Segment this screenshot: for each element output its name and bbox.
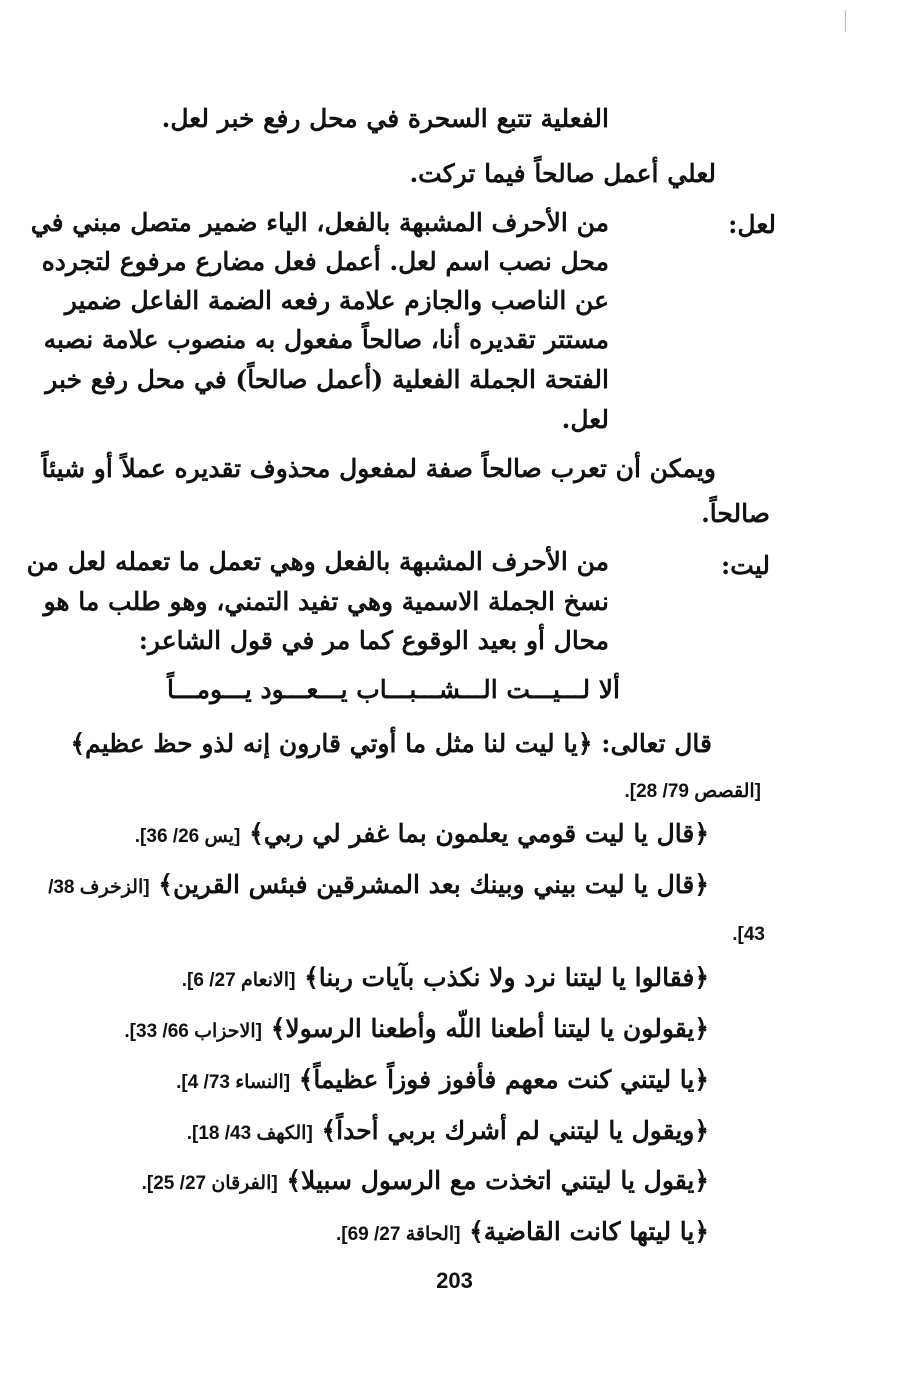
text-line: عن الناصب والجازم علامة رفعه الضمة الفاعل ضمير <box>64 286 609 315</box>
text-line: محل نصب اسم لعل. أعمل فعل مضارع مرفوع لتجرده <box>41 247 609 276</box>
text-line: محال أو بعيد الوقوع كما مر في قول الشاعر: <box>138 626 609 655</box>
quran-reference: [القصص 79/ 28]. <box>624 781 761 802</box>
verse-line <box>187 1114 709 1151</box>
text-line: من الأحرف المشبهة بالفعل وهي تعمل ما تعمله لعل من <box>26 547 609 576</box>
verse-text: ﴿يا ليتني كنت معهم فأفوز فوزاً عظيماً﴾ <box>298 1065 709 1094</box>
verse-text: ﴿يقولون يا ليتنا أطعنا اللّه وأطعنا الرسولا﴾ <box>270 1014 709 1043</box>
verse-text: ﴿قال يا ليت قومي يعلمون بما غفر لي ربي﴾ <box>249 819 709 848</box>
text-line: الفعلية تتبع السحرة في محل رفع خبر لعل. <box>161 104 609 133</box>
text-line: قال تعالى: ﴿يا ليت لنا مثل ما أوتي قارون إنه لذو حظ عظيم﴾ <box>70 729 712 758</box>
quran-reference: 43]. <box>732 924 765 945</box>
quran-reference: [يس 26/ 36]. <box>134 826 241 847</box>
quran-reference: [الاحزاب 66/ 33]. <box>124 1021 262 1042</box>
quran-reference: [النساء 73/ 4]. <box>176 1072 291 1093</box>
verse-line <box>182 961 709 998</box>
verse-text: ﴿ويقول يا ليتني لم أشرك بربي أحداً﴾ <box>321 1116 709 1145</box>
verse-text: ﴿قال يا ليت بيني وبينك بعد المشرقين فبئس القرين﴾ <box>158 870 709 899</box>
verse-text: ﴿فقالوا يا ليتنا نرد ولا نكذب بآيات ربنا﴾ <box>304 963 709 992</box>
term-layta: ليت: <box>721 551 770 580</box>
quran-reference: [الكهف 43/ 18]. <box>186 1123 313 1144</box>
verse-line <box>176 1063 709 1100</box>
quran-reference: [الانعام 27/ 6]. <box>181 970 296 991</box>
scan-margin-mark <box>845 10 846 32</box>
text-line: لعلي أعمل صالحاً فيما تركت. <box>409 159 716 188</box>
verse-line <box>124 1012 709 1049</box>
verse-text: ﴿يقول يا ليتني اتخذت مع الرسول سبيلا﴾ <box>286 1166 709 1195</box>
text-line: نسخ الجملة الاسمية وهي تفيد التمني، وهو طلب ما هو <box>43 587 609 616</box>
text-line: الفتحة الجملة الفعلية (أعمل صالحاً) في محل رفع خبر <box>45 365 609 394</box>
verse-line <box>142 1164 709 1201</box>
term-la3alla: لعل: <box>728 210 776 239</box>
verse-line <box>336 1215 709 1252</box>
text-line: مستتر تقديره أنا، صالحاً مفعول به منصوب علامة نصبه <box>43 325 609 354</box>
verse-line <box>48 868 709 905</box>
quran-reference: [الفرقان 27/ 25]. <box>141 1173 278 1194</box>
verse-text: ﴿يا ليتها كانت القاضية﴾ <box>469 1217 709 1246</box>
text-line: من الأحرف المشبهة بالفعل، الياء ضمير متصل مبني في <box>30 208 609 237</box>
verse-line <box>135 817 709 854</box>
text-line: صالحاً. <box>701 499 770 528</box>
quran-reference: [الزخرف 38/ <box>48 877 150 898</box>
text-line: لعل. <box>561 405 609 434</box>
text-line: ويمكن أن تعرب صالحاً صفة لمفعول محذوف تقديره عملاً أو شيئاً <box>41 454 716 483</box>
page-number: 203 <box>436 1268 473 1293</box>
quran-reference: [الحاقة 27/ 69]. <box>335 1224 461 1245</box>
poetry-line: ألا لـــيـــت الـــشـــبـــاب يـــعـــود يـــومـــاً <box>167 675 620 704</box>
